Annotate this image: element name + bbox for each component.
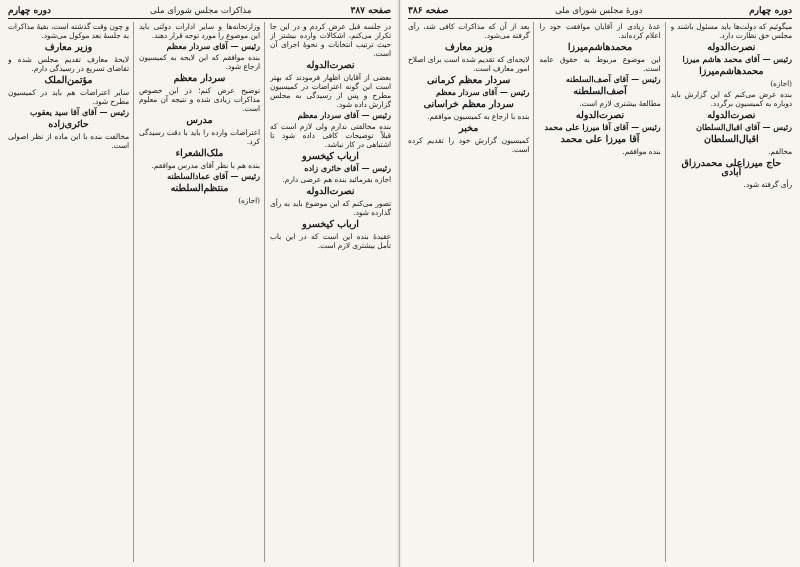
speaker-heading: حائری‌زاده bbox=[48, 119, 89, 130]
speaker-heading: محمدهاشم‌میرزا bbox=[699, 66, 764, 77]
text-column bbox=[139, 22, 265, 562]
paragraph: عقیدهٔ بنده این است که در این باب تأمل بیشتری لازم است. bbox=[270, 232, 391, 250]
page-title: مذاکرات مجلس شورای ملی bbox=[150, 6, 252, 16]
left-columns bbox=[8, 22, 391, 562]
paragraph: وزارتخانه‌ها و سایر ادارات دولتی باید این موضوع را مورد توجه قرار دهند. bbox=[139, 22, 260, 40]
speaker-heading: مؤتمن‌الملک bbox=[44, 75, 93, 86]
paragraph: بنده هم با نظر آقای مدرس موافقم. bbox=[151, 161, 260, 170]
speaker-line: رئیس — آقای محمد هاشم میرزا bbox=[682, 54, 792, 64]
speaker-heading: وزیر معارف bbox=[444, 42, 493, 53]
paragraph: مخالفم. bbox=[768, 147, 792, 156]
speaker-line: رئیس — آقای آصف‌السلطنه bbox=[565, 74, 661, 84]
speaker-line: رئیس — آقای اقبال‌السلطان bbox=[696, 122, 792, 132]
speaker-line: رئیس — آقای حائری زاده bbox=[304, 163, 391, 173]
speaker-heading: ارباب کیخسرو bbox=[302, 219, 359, 230]
term-label: دوره چهارم bbox=[749, 6, 792, 16]
speaker-heading: نصرت‌الدوله bbox=[575, 110, 625, 121]
speaker-heading: سردار معظم خراسانی bbox=[423, 99, 514, 110]
paragraph: در جلسه قبل عرض کردم و در این جا تکرار می‌کنم، اشکالات وارده بیشتر از حیث ترتیب انتخابات و نحوهٔ اجرای آن است. bbox=[270, 22, 391, 58]
paragraph: توضیح عرض کنم؛ در این خصوص مذاکرات زیادی شده و نتیجه آن معلوم است. bbox=[139, 86, 260, 113]
speaker-heading: سردار معظم bbox=[173, 73, 226, 84]
paragraph: میگوئیم که دولت‌ها باید مسئول باشند و مجلس حق نظارت دارد. bbox=[670, 22, 792, 40]
text-column bbox=[408, 22, 534, 562]
right-page bbox=[400, 0, 800, 567]
paragraph: اعتراضات وارده را باید با دقت رسیدگی کرد. bbox=[139, 128, 260, 146]
speaker-line: رئیس — آقای عمادالسلطنه bbox=[167, 171, 260, 181]
paragraph: این موضوع مربوط به حقوق عامه است. bbox=[539, 55, 661, 73]
paragraph: اجازه بفرمائید بنده هم عرضی دارم. bbox=[282, 175, 391, 184]
speaker-heading: منتظم‌السلطنه bbox=[170, 183, 229, 194]
page-number: صفحه ۳۸۶ bbox=[408, 6, 449, 16]
paragraph: عدهٔ زیادی از آقایان موافقت خود را اعلام کرده‌اند. bbox=[539, 22, 661, 40]
speaker-heading: نصرت‌الدوله bbox=[306, 186, 355, 197]
speaker-heading: مخبر bbox=[459, 123, 479, 134]
speaker-line: رئیس — آقای سردار معظم bbox=[297, 110, 391, 120]
left-page-header bbox=[8, 6, 391, 19]
paragraph: کمیسیون گزارش خود را تقدیم کرده است. bbox=[408, 136, 530, 154]
page-title: دورهٔ مجلس شورای ملی bbox=[555, 6, 643, 16]
paragraph: سایر اعتراضات هم باید در کمیسیون مطرح شود. bbox=[8, 88, 129, 106]
speaker-heading: نصرت‌الدوله bbox=[306, 60, 355, 71]
speaker-heading: ارباب کیخسرو bbox=[302, 151, 359, 162]
paragraph: مخالفت بنده با این ماده از نظر اصولی است. bbox=[8, 132, 129, 150]
speaker-heading: محمدهاشم‌میرزا bbox=[567, 42, 633, 53]
speaker-heading: آقا میرزا علی محمد bbox=[560, 134, 640, 145]
paragraph: (اجازه) bbox=[238, 196, 260, 205]
text-column bbox=[270, 22, 391, 562]
paragraph: لایحهٔ معارف تقدیم مجلس شده و تقاضای تسریع در رسیدگی دارم. bbox=[8, 55, 129, 73]
paragraph: تصور می‌کنم که این موضوع باید به رأی گذارده شود. bbox=[270, 199, 391, 217]
speaker-heading: نصرت‌الدوله bbox=[707, 42, 756, 53]
speaker-line: رئیس — آقای آقا میرزا علی محمد bbox=[544, 122, 661, 132]
right-columns bbox=[408, 22, 792, 562]
speaker-heading: نصرت‌الدوله bbox=[707, 110, 756, 121]
right-page-header bbox=[408, 6, 792, 19]
paragraph: بعضی از آقایان اظهار فرمودند که بهتر است این گونه اعتراضات در کمیسیون مطرح و پس از رسیدگی به مجلس گزارش داده شود. bbox=[270, 73, 391, 109]
paragraph: بنده مخالفتی ندارم ولی لازم است که قبلاً توضیحات کافی داده شود تا اشتباهی در کار نباشد. bbox=[270, 122, 391, 149]
speaker-line: رئیس — آقای آقا سید یعقوب bbox=[30, 107, 129, 117]
page-number: صفحه ۳۸۷ bbox=[350, 6, 391, 16]
paragraph: بنده موافقم که این لایحه به کمیسیون ارجاع شود. bbox=[139, 53, 260, 71]
paragraph: مطالعهٔ بیشتری لازم است. bbox=[579, 99, 661, 108]
text-column bbox=[671, 22, 792, 562]
speaker-line: رئیس — آقای سردار معظم bbox=[166, 41, 260, 51]
speaker-heading: ملک‌الشعراء bbox=[175, 148, 224, 159]
paragraph: و چون وقت گذشته است، بقیهٔ مذاکرات به جلسهٔ بعد موکول می‌شود. bbox=[8, 22, 129, 40]
paragraph: رأی گرفته شود. bbox=[743, 180, 792, 189]
paragraph: بنده با ارجاع به کمیسیون موافقم. bbox=[427, 112, 530, 121]
paragraph: بنده عرض می‌کنم که این گزارش باید دوباره به کمیسیون برگردد. bbox=[670, 90, 792, 108]
speaker-heading: مدرس bbox=[186, 115, 213, 126]
paragraph: لایحه‌ای که تقدیم شده است برای اصلاح امور معارف است. bbox=[408, 55, 530, 73]
speaker-heading: سردار معظم کرمانی bbox=[426, 75, 511, 86]
paragraph: بعد از آن که مذاکرات کافی شد، رأی گرفته می‌شود. bbox=[408, 22, 530, 40]
speaker-heading: وزیر معارف bbox=[44, 42, 93, 53]
term-label: دوره چهارم bbox=[8, 6, 51, 16]
text-column bbox=[8, 22, 134, 562]
speaker-heading: اقبال‌السلطان bbox=[704, 134, 759, 145]
text-column bbox=[539, 22, 665, 562]
paragraph: بنده موافقم. bbox=[622, 147, 661, 156]
speaker-heading: آصف‌السلطنه bbox=[573, 86, 627, 97]
speaker-line: رئیس — آقای سردار معظم bbox=[435, 87, 530, 97]
speaker-heading: حاج میرزاعلی محمدرزاق آبادی bbox=[681, 158, 782, 178]
paragraph: (اجازه) bbox=[770, 79, 792, 88]
